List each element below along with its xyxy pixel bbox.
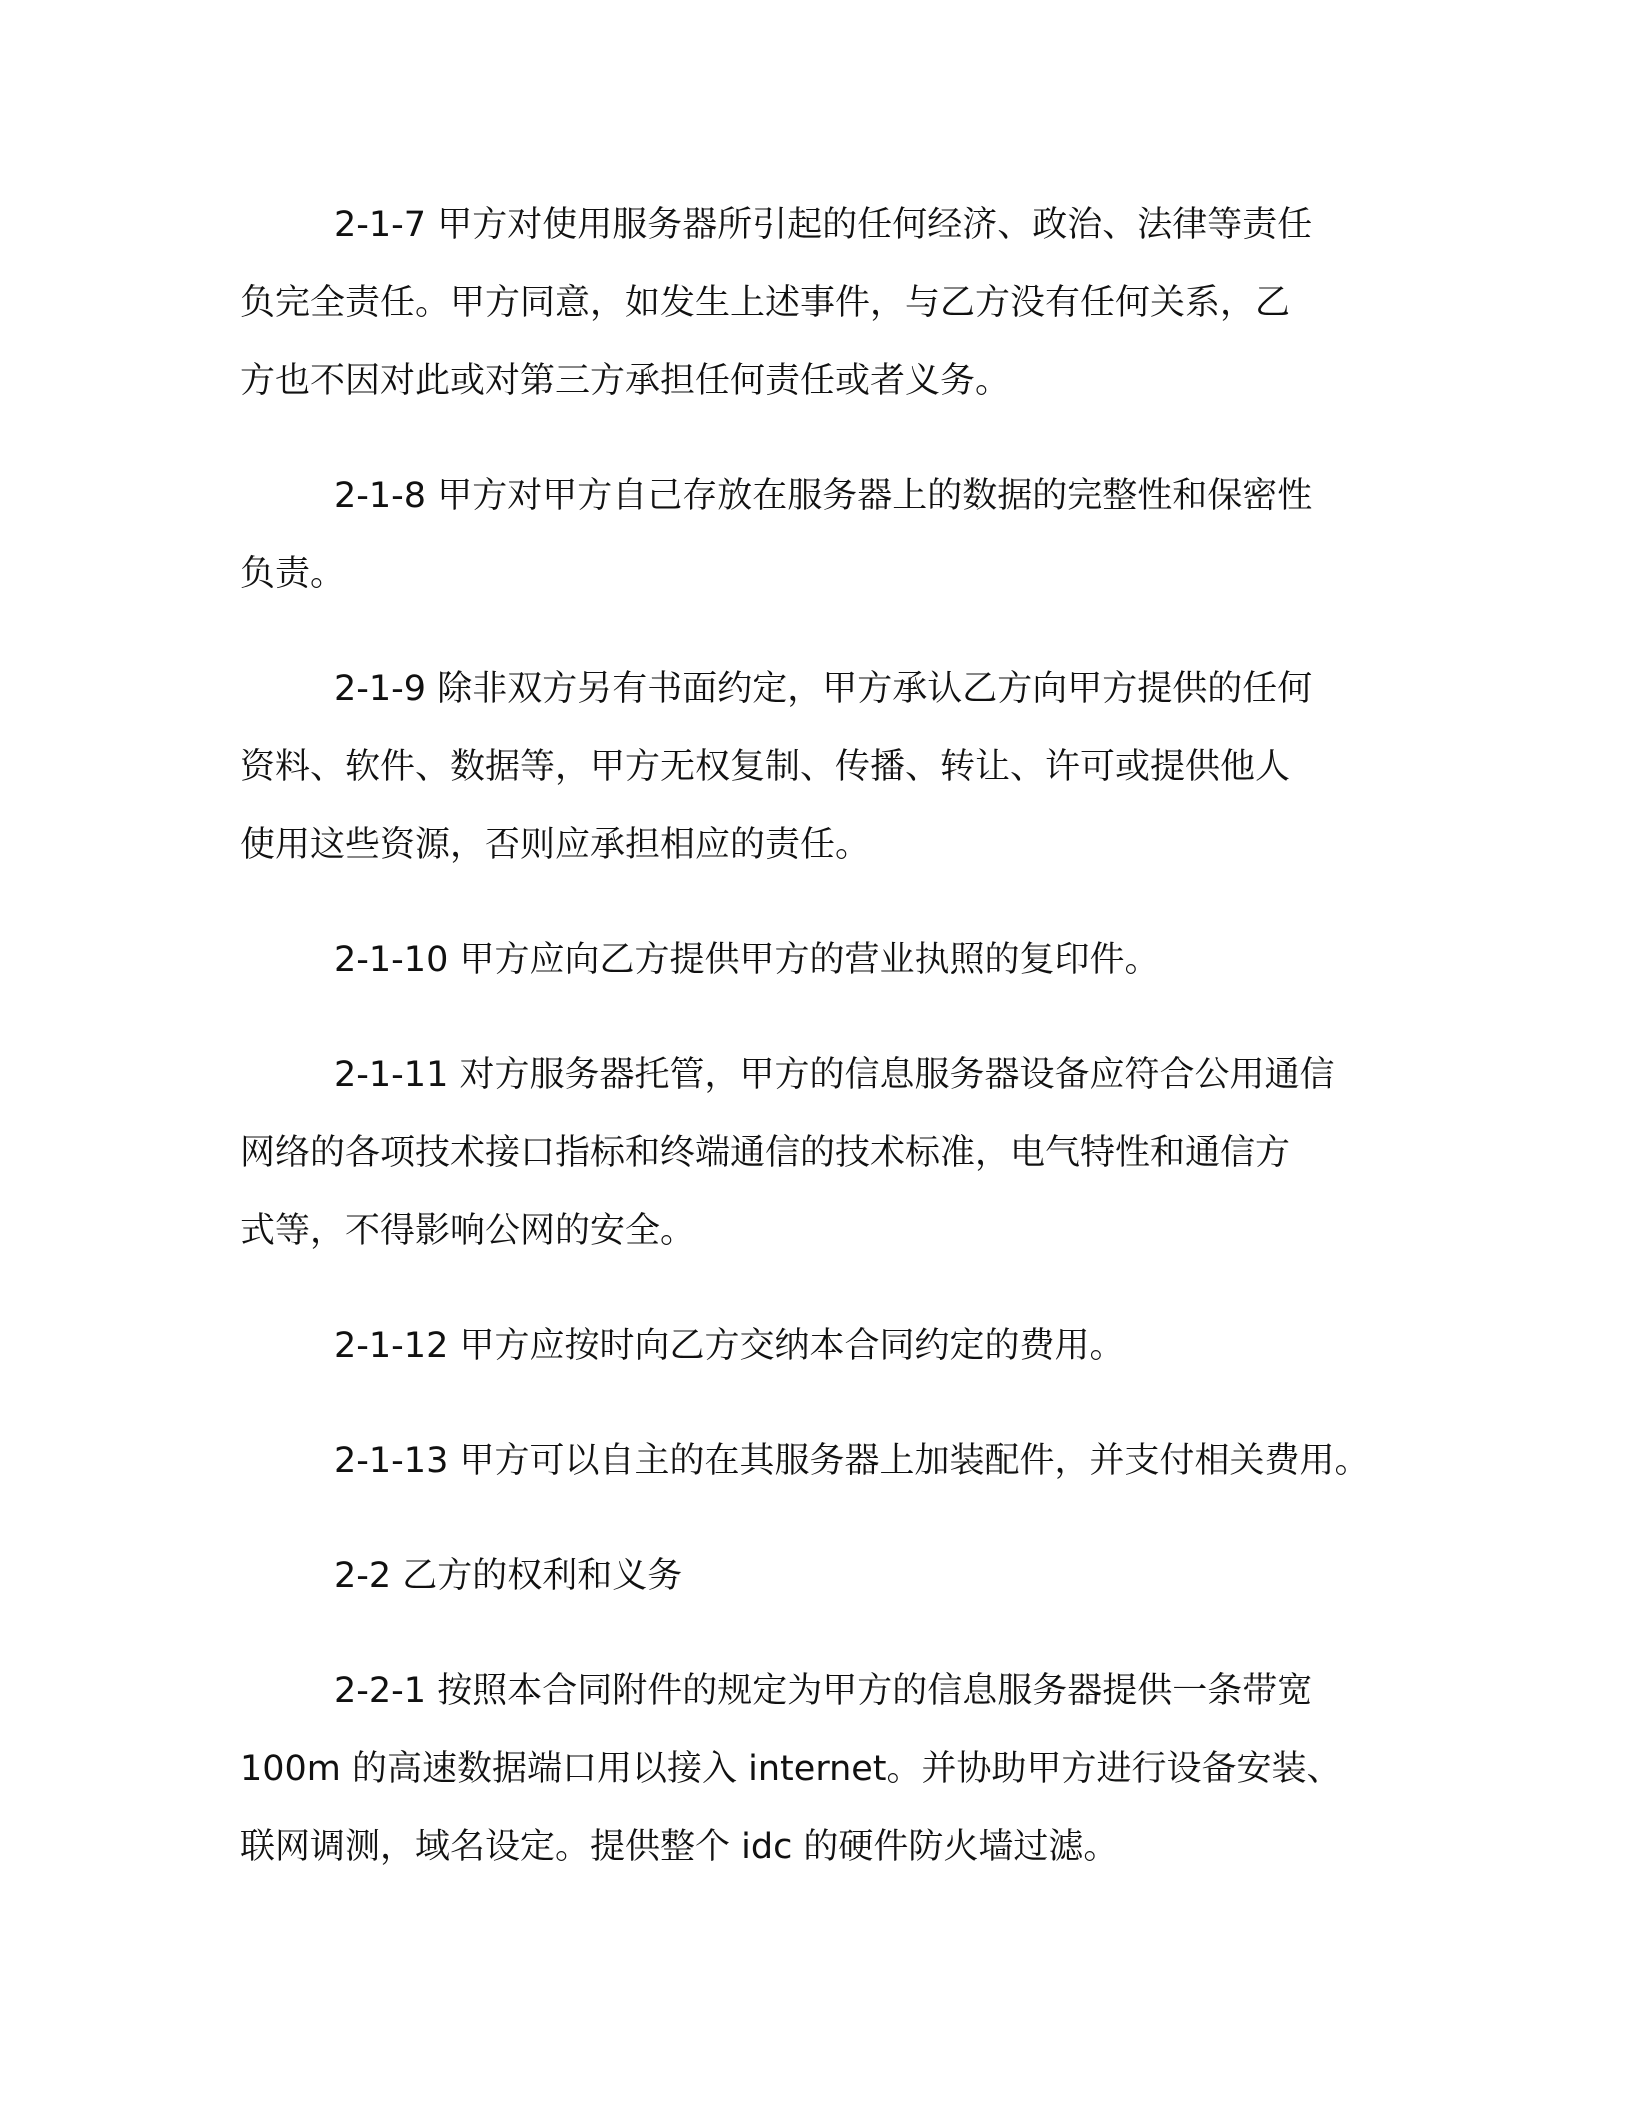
clause-2-1-7-line-2: 负完全责任。甲方同意，如发生上述事件，与乙方没有任何关系，乙	[240, 283, 1291, 323]
clause-2-1-8	[240, 457, 1420, 613]
clause-2-1-11	[240, 1036, 1420, 1270]
clause-2-1-7	[240, 186, 1420, 420]
document-body	[240, 186, 1420, 1923]
section-2-2-heading-line: 2-2 乙方的权利和义务	[334, 1556, 683, 1596]
clause-2-1-7-line-3: 方也不因对此或对第三方承担任何责任或者义务。	[240, 361, 1011, 401]
clause-2-1-12-line-1: 2-1-12 甲方应按时向乙方交纳本合同约定的费用。	[334, 1326, 1125, 1366]
clause-2-1-8-line-2: 负责。	[240, 554, 346, 594]
clause-2-1-9-line-3: 使用这些资源，否则应承担相应的责任。	[240, 825, 871, 865]
clause-2-1-13	[240, 1422, 1420, 1500]
clause-2-1-8-line-1: 2-1-8 甲方对甲方自己存放在服务器上的数据的完整性和保密性	[334, 476, 1313, 516]
clause-2-1-10	[240, 921, 1420, 999]
clause-2-1-11-line-2: 网络的各项技术接口指标和终端通信的技术标准，电气特性和通信方	[240, 1133, 1291, 1173]
clause-2-1-13-line-1: 2-1-13 甲方可以自主的在其服务器上加装配件，并支付相关费用。	[334, 1441, 1370, 1481]
clause-2-1-11-line-3: 式等，不得影响公网的安全。	[240, 1211, 696, 1251]
section-2-2-heading	[240, 1537, 1420, 1615]
clause-2-2-1	[240, 1652, 1420, 1886]
clause-2-2-1-line-1: 2-2-1 按照本合同附件的规定为甲方的信息服务器提供一条带宽	[334, 1671, 1313, 1711]
clause-2-1-10-line-1: 2-1-10 甲方应向乙方提供甲方的营业执照的复印件。	[334, 940, 1160, 980]
clause-2-1-9-line-2: 资料、软件、数据等，甲方无权复制、传播、转让、许可或提供他人	[240, 747, 1291, 787]
clause-2-1-7-line-1: 2-1-7 甲方对使用服务器所引起的任何经济、政治、法律等责任	[334, 205, 1313, 245]
clause-2-1-9	[240, 650, 1420, 884]
clause-2-1-11-line-1: 2-1-11 对方服务器托管，甲方的信息服务器设备应符合公用通信	[334, 1055, 1335, 1095]
clause-2-2-1-line-3: 联网调测，域名设定。提供整个 idc 的硬件防火墙过滤。	[240, 1827, 1119, 1867]
clause-2-1-12	[240, 1307, 1420, 1385]
clause-2-1-9-line-1: 2-1-9 除非双方另有书面约定，甲方承认乙方向甲方提供的任何	[334, 669, 1313, 709]
clause-2-2-1-line-2: 100m 的高速数据端口用以接入 internet。并协助甲方进行设备安装、	[240, 1749, 1342, 1789]
